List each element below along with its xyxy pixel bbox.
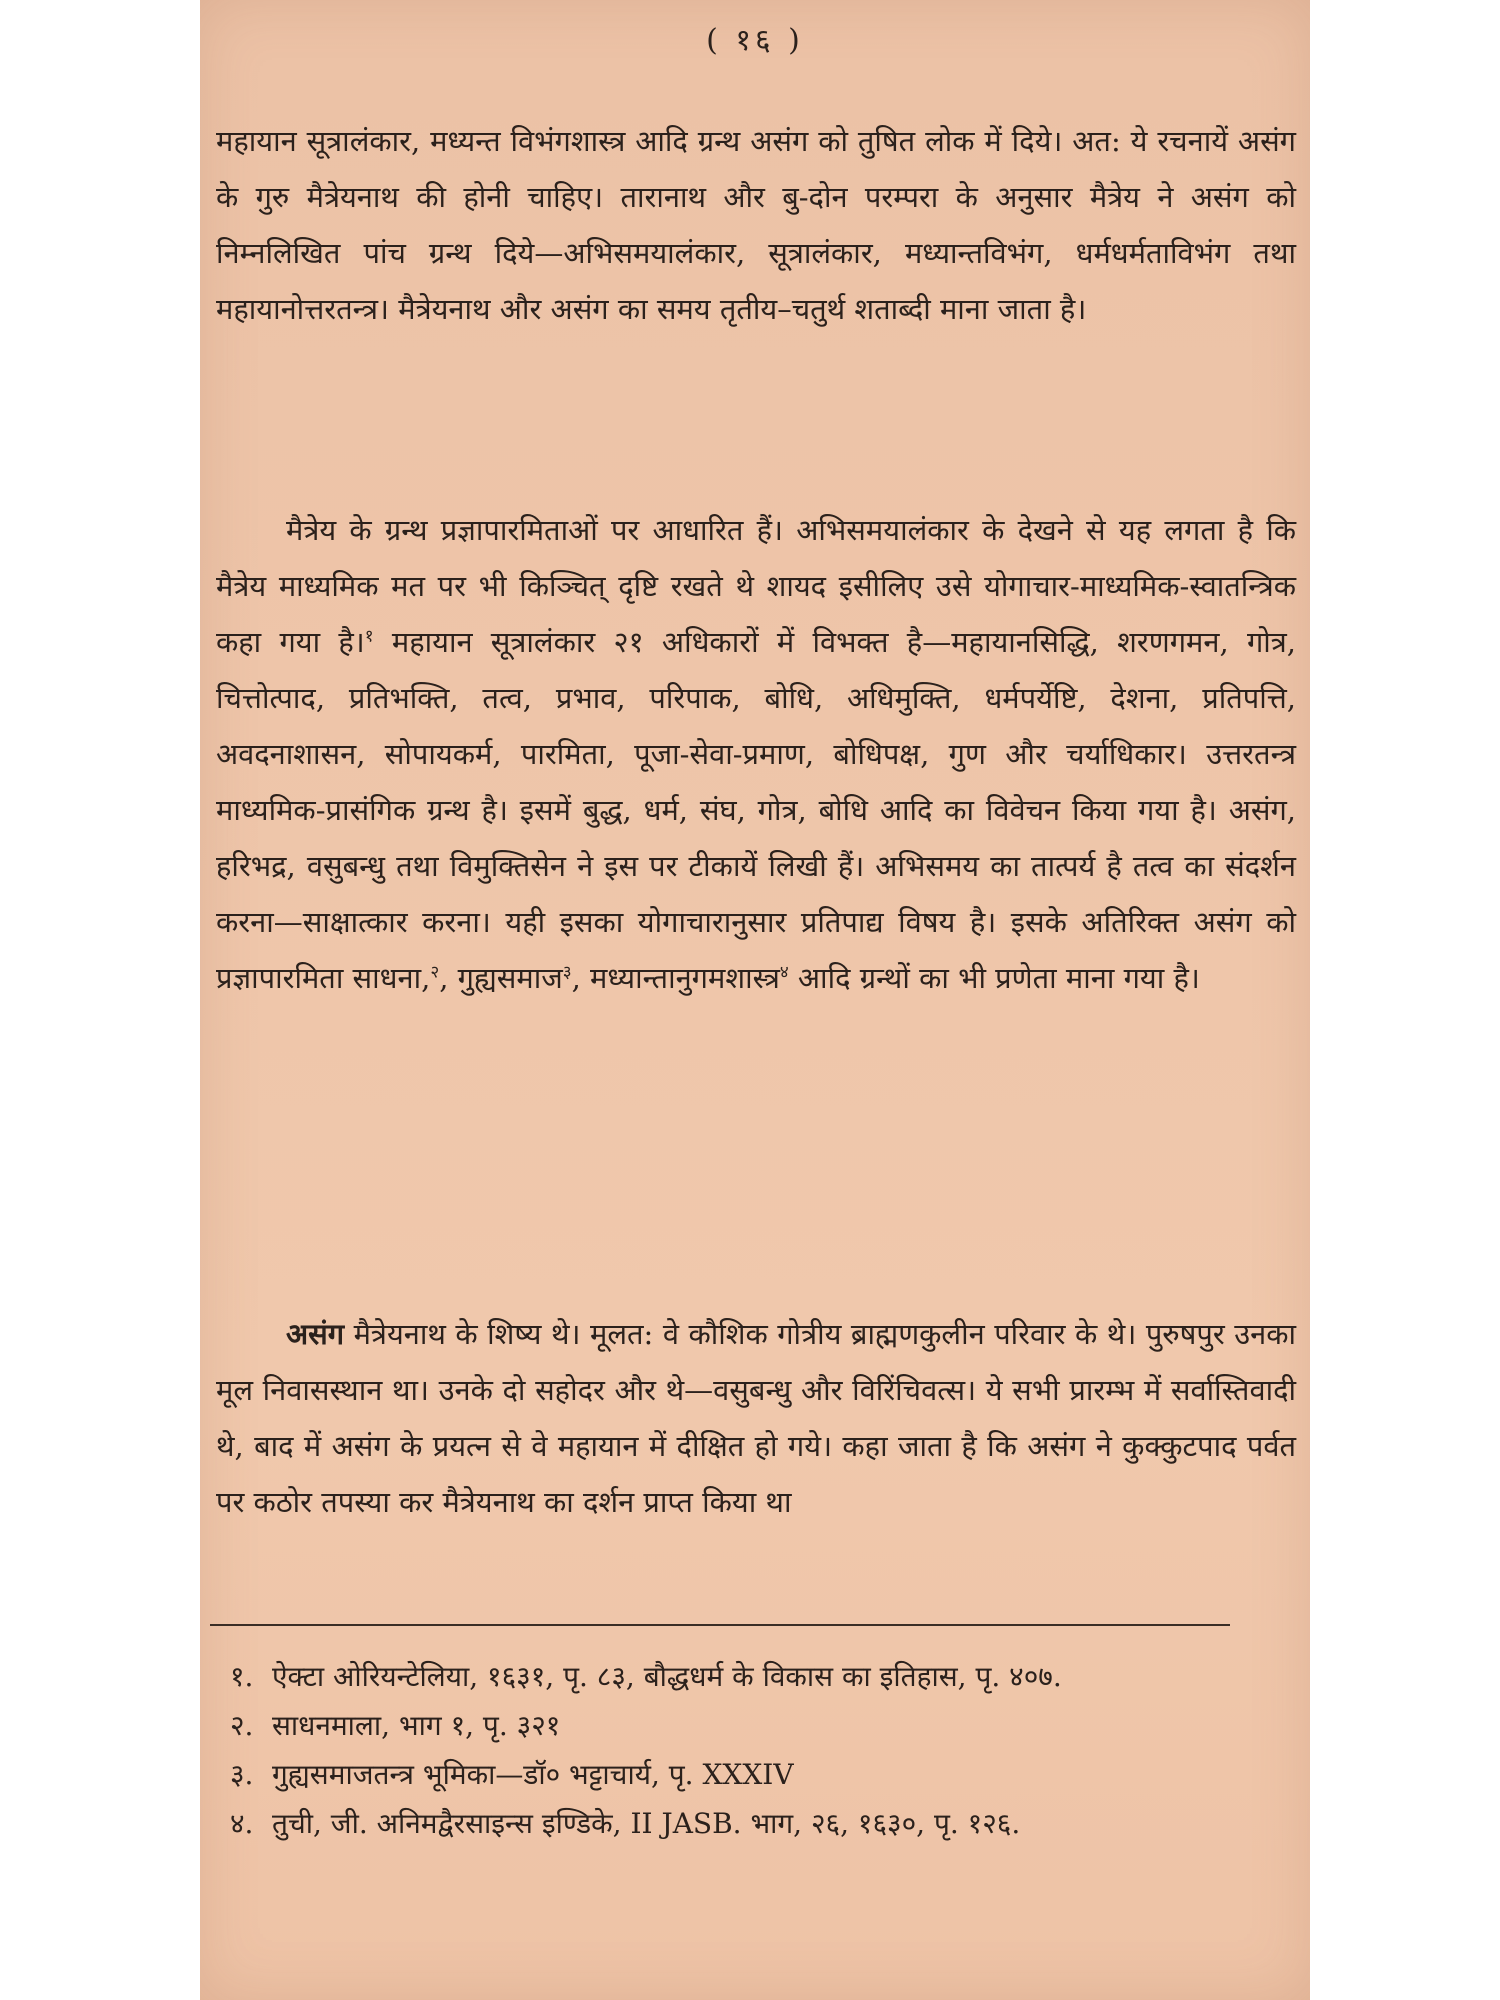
footnote-text: ऐक्टा ओरियन्टेलिया, १६३१, पृ. ८३, बौद्धधर्म के विकास का इतिहास, पृ. ४०७. [272,1660,1062,1693]
paragraph-2-text-c: , गुह्यसमाज [439,961,563,995]
footnote-4 [230,1799,1280,1848]
paragraph-2 [216,502,1296,1006]
footnote-text: तुची, जी. अनिमद्वैरसाइन्स इण्डिके, II JASB. भाग, २६, १६३०, पृ. १२६. [272,1807,1021,1840]
footnote-divider [210,1624,1230,1626]
footnote-text: गुह्यसमाजतन्त्र भूमिका—डॉ० भट्टाचार्य, पृ. XXXIV [272,1758,794,1791]
footnote-ref-4: ४ [779,962,789,983]
footnote-ref-2: २ [430,962,440,983]
page-number: ( १६ ) [706,23,804,58]
book-page [200,0,1310,2000]
footnote-number: ३. [230,1758,254,1791]
footnote-1 [230,1652,1280,1701]
asanga-heading: असंग [286,1317,345,1351]
paragraph-2-text-b: महायान सूत्रालंकार २१ अधिकारों में विभक्त है—महायानसिद्धि, शरणगमन, गोत्र, चित्तोत्पाद, प्रतिभक्ति, तत्व, प्रभाव, परिपाक, बोधि, अधिमुक्ति, धर्मपर्येष्टि, देशना, प्रतिपत्ति, अवदनाशासन, सोपायकर्म, पारमिता, पूजा-सेवा-प्रमाण, बोधिपक्ष, गुण और चर्याधिकार। उत्तरतन्त्र माध्यमिक-प्रासंगिक ग्रन्थ है। इसमें बुद्ध, धर्म, संघ, गोत्र, बोधि आदि का विवेचन किया गया है। असंग, हरिभद्र, वसुबन्धु तथा विमुक्तिसेन ने इस पर टीकायें लिखी हैं। अभिसमय का तात्पर्य है तत्व का संदर्शन करना—साक्षात्कार करना। यही इसका योगाचारानुसार प्रतिपाद्य विषय है। इसके अतिरिक्त असंग को प्रज्ञापारमिता साधना, [216,625,1297,995]
paragraph-2-text-d: , मध्यान्तानुगमशास्त्र [571,961,780,995]
paragraph-2-text-a: मैत्रेय के ग्रन्थ प्रज्ञापारमिताओं पर आधारित हैं। अभिसमयालंकार के देखने से यह लगता है कि मैत्रेय माध्यमिक मत पर भी किञ्चित् दृष्टि रखते थे शायद इसीलिए उसे योगाचार-माध्यमिक-स्वातन्त्रिक कहा गया है। [216,513,1296,659]
paragraph-1: महायान सूत्रालंकार, मध्यन्त विभंगशास्त्र आदि ग्रन्थ असंग को तुषित लोक में दिये। अत: ये रचनायें असंग के गुरु मैत्रेयनाथ की होनी चाहिए। तारानाथ और बु-दोन परम्परा के अनुसार मैत्रेय ने असंग को निम्नलिखित पांच ग्रन्थ दिये—अभिसमयालंकार, सूत्रालंकार, मध्यान्तविभंग, धर्मधर्मताविभंग तथा महायानोत्तरतन्त्र। मैत्रेयनाथ और असंग का समय तृतीय–चतुर्थ शताब्दी माना जाता है। [216,124,1296,326]
footnote-text: साधनमाला, भाग १, पृ. ३२१ [272,1709,561,1742]
footnote-ref-1: १ [364,626,374,647]
paragraph-3-text: मैत्रेयनाथ के शिष्य थे। मूलत: वे कौशिक गोत्रीय ब्राह्मणकुलीन परिवार के थे। पुरुषपुर उनका मूल निवासस्थान था। उनके दो सहोदर और थे—वसुबन्धु और विरिंचिवत्स। ये सभी प्रारम्भ में सर्वास्तिवादी थे, बाद में असंग के प्रयत्न से वे महायान में दीक्षित हो गये। कहा जाता है कि असंग ने कुक्कुटपाद पर्वत पर कठोर तपस्या कर मैत्रेयनाथ का दर्शन प्राप्त किया था [216,1317,1296,1519]
footnote-number: २. [230,1709,254,1742]
footnote-number: ४. [230,1807,254,1840]
paragraph-3 [216,1306,1296,1530]
footnote-number: १. [230,1660,254,1693]
footnote-ref-3: ३ [562,962,572,983]
paragraph-2-text-e: आदि ग्रन्थों का भी प्रणेता माना गया है। [788,961,1200,995]
footnote-3 [230,1750,1280,1799]
footnote-2 [230,1701,1280,1750]
footnotes [230,1652,1280,1848]
